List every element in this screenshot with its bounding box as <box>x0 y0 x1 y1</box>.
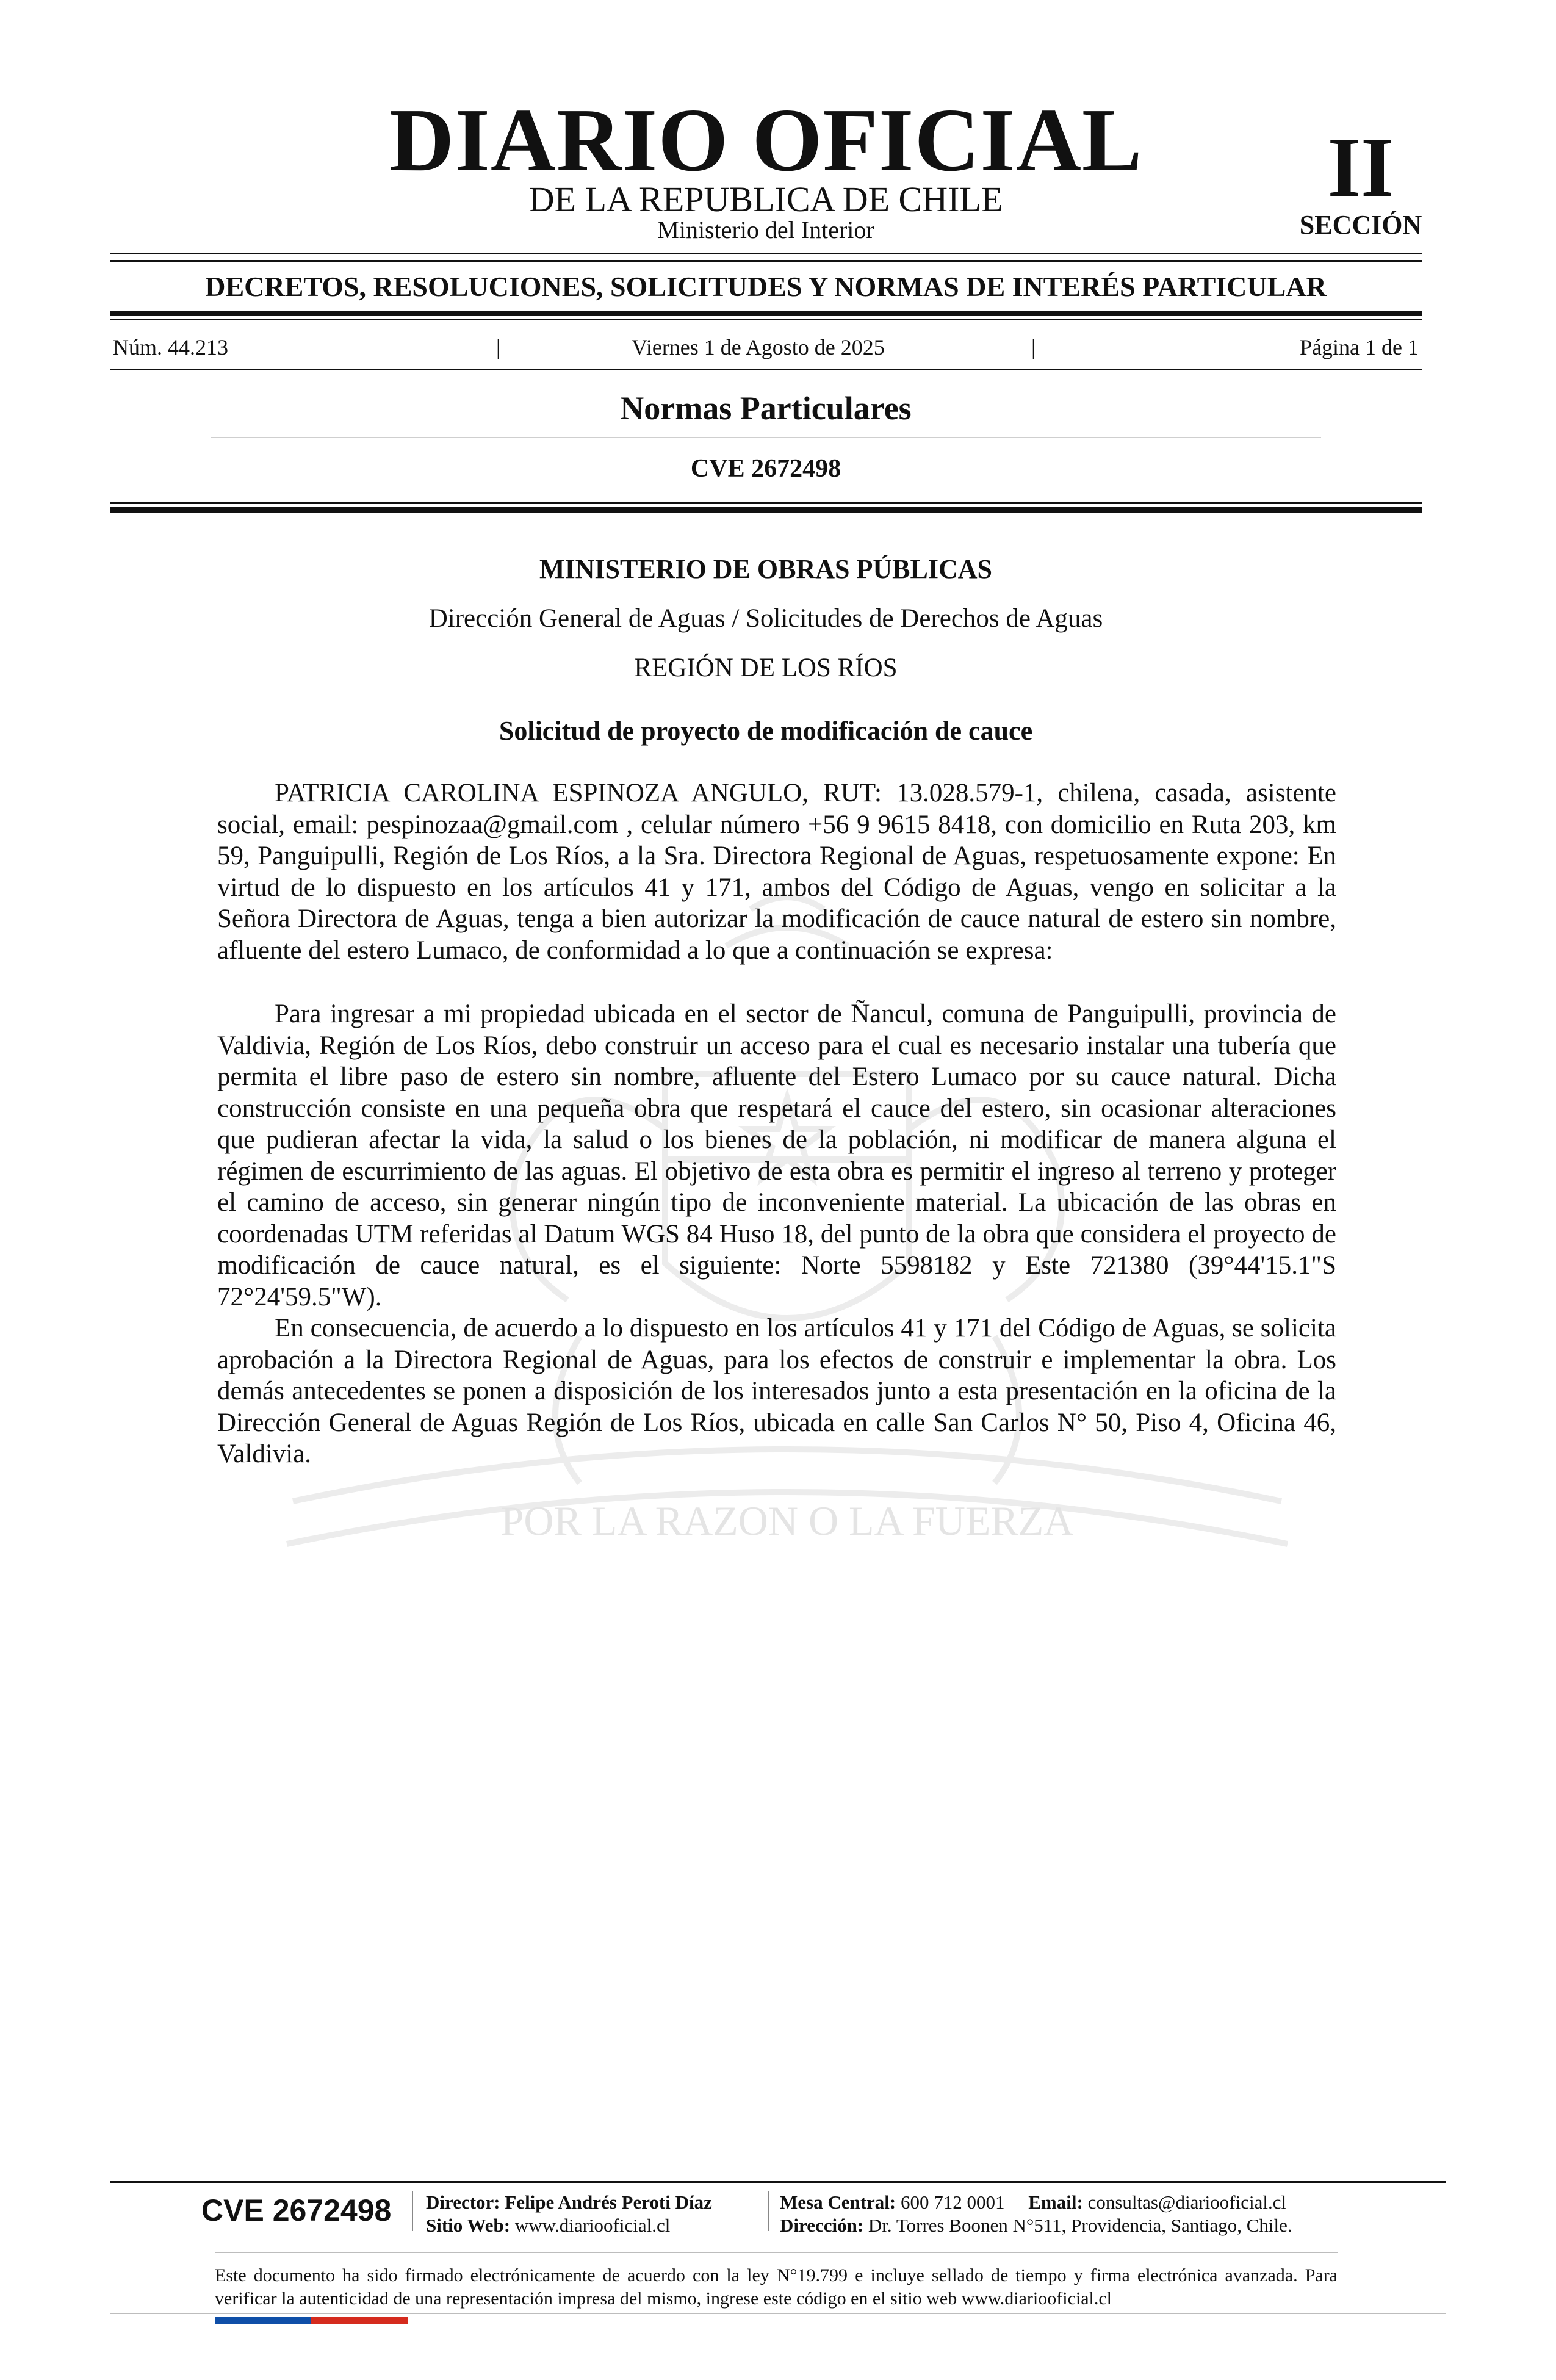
doc-type-underline <box>211 437 1321 438</box>
footer-rule-bottom <box>110 2313 1446 2314</box>
address-value: Dr. Torres Boonen N°511, Providencia, Santiago, Chile. <box>868 2215 1292 2236</box>
address-label: Dirección: <box>780 2215 864 2236</box>
newspaper-ministry: Ministerio del Interior <box>657 216 874 243</box>
watermark-motto: POR LA RAZON O LA FUERZA <box>500 1498 1074 1544</box>
newspaper-subtitle: DE LA REPUBLICA DE CHILE <box>528 179 1003 219</box>
section-number: II <box>1327 120 1394 215</box>
footer-divider <box>412 2191 413 2231</box>
ministry-heading: MINISTERIO DE OBRAS PÚBLICAS <box>539 554 993 584</box>
section-label: SECCIÓN <box>1299 210 1422 240</box>
flag-stripe-red <box>311 2317 408 2324</box>
footer-cve-code: CVE 2672498 <box>201 2193 392 2227</box>
issue-separator: | <box>496 335 501 359</box>
masthead-rule-thin-2 <box>110 260 1422 262</box>
issue-separator: | <box>1031 335 1036 359</box>
issue-number: Núm. 44.213 <box>113 335 228 359</box>
footer-divider <box>768 2191 769 2231</box>
region-heading: REGIÓN DE LOS RÍOS <box>634 654 898 682</box>
masthead-rule-thin-1 <box>110 253 1422 254</box>
body-paragraph: Para ingresar a mi propiedad ubicada en el sector de Ñancul, comuna de Panguipulli, provincia de Valdivia, Región de Los Ríos, debo construir un acceso para el cual es necesario instalar una tubería que permita el libre paso de estero sin nombre, afluente del Estero Lumaco por su cauce natural. Dicha construcción consiste en una pequeña obra que respetará el cauce del estero, sin ocasionar alteraciones que pudieran afectar la vida, la salud o los bienes de la población, ni modificar de manera alguna el régimen de escurrimiento de las aguas. El objetivo de esta obra es permitir el ingreso al terreno y proteger el camino de acceso, sin generar ningún tipo de inconveniente material. La ubicación de las obras en coordenadas UTM referidas al Datum WGS 84 Huso 18, del punto de la obra que considera el proyecto de modificación de cauce natural, es el siguiente: Norte 5598182 y Este 721380 (39°44'15.1"S 72°24'59.5"W). <box>217 1000 1336 1311</box>
cve-code-header: CVE 2672498 <box>690 455 841 483</box>
issue-page: Página 1 de 1 <box>1300 335 1419 359</box>
site-link[interactable]: www.diariooficial.cl <box>514 2215 671 2236</box>
mesa-phone: 600 712 0001 <box>901 2191 1005 2213</box>
banner-rule-thin <box>110 319 1422 320</box>
masthead <box>110 92 1422 250</box>
issue-rule <box>110 369 1422 370</box>
footer-director-block <box>426 2191 712 2237</box>
section-indicator <box>1288 120 1434 240</box>
section-banner: DECRETOS, RESOLUCIONES, SOLICITUDES Y NORMAS DE INTERÉS PARTICULAR <box>205 271 1327 302</box>
issue-info-row <box>113 332 1419 362</box>
mesa-label: Mesa Central: <box>780 2191 896 2213</box>
direction-heading: Dirección General de Aguas / Solicitudes de Derechos de Aguas <box>428 604 1103 633</box>
body-paragraph: PATRICIA CAROLINA ESPINOZA ANGULO, RUT: 13.028.579-1, chilena, casada, asistente social, email: pespinozaa@gmail.com , celular número +56 9 9615 8418, con domicilio en Ruta 203, km 59, Panguipulli, Región de Los Ríos, a la Sra. Directora Regional de Aguas, respetuosamente expone: En virtud de lo dispuesto en los artículos 41 y 171, ambos del Código de Aguas, vengo en solicitar a la Señora Directora de Aguas, tenga a bien autorizar la modificación de cauce natural de estero sin nombre, afluente del estero Lumaco, de conformidad a lo que a continuación se expresa: <box>217 779 1336 965</box>
subject-heading: Solicitud de proyecto de modificación de cauce <box>499 716 1033 746</box>
header-rule-thick <box>110 507 1422 513</box>
flag-stripe-blue <box>215 2317 311 2324</box>
issue-date: Viernes 1 de Agosto de 2025 <box>632 335 885 359</box>
director-label: Director: <box>426 2191 500 2213</box>
body-paragraph: En consecuencia, de acuerdo a lo dispuesto en los artículos 41 y 171 del Código de Aguas, se solicita aprobación a la Directora Regional de Aguas, para los efectos de construir e implementar la obra. Los demás antecedentes se ponen a disposición de los interesados junto a esta presentación en la oficina de la Dirección General de Aguas Región de Los Ríos, ubicada en calle San Carlos N° 50, Piso 4, Oficina 46, Valdivia. <box>217 1314 1336 1468</box>
footer-rule-top <box>110 2181 1446 2183</box>
site-label: Sitio Web: <box>426 2215 511 2236</box>
footer-legal-note: Este documento ha sido firmado electrónicamente de acuerdo con la ley N°19.799 e incluye sellado de tiempo y firma electrónica avanzada. Para verificar la autenticidad de una representación impresa del mismo, ingrese este código en el sitio web www.diariooficial.cl <box>215 2265 1338 2309</box>
banner-rule-thick <box>110 311 1422 316</box>
footer-contact-block <box>780 2191 1292 2237</box>
document-type-title: Normas Particulares <box>620 390 912 427</box>
newspaper-title: DIARIO OFICIAL <box>389 90 1143 190</box>
header-rule-thin <box>110 502 1422 504</box>
footer-rule-mid <box>215 2252 1338 2253</box>
document-body <box>217 777 1336 1470</box>
email-label: Email: <box>1028 2191 1083 2213</box>
director-name: Felipe Andrés Peroti Díaz <box>505 2191 712 2213</box>
email-link[interactable]: consultas@diariooficial.cl <box>1087 2191 1287 2213</box>
